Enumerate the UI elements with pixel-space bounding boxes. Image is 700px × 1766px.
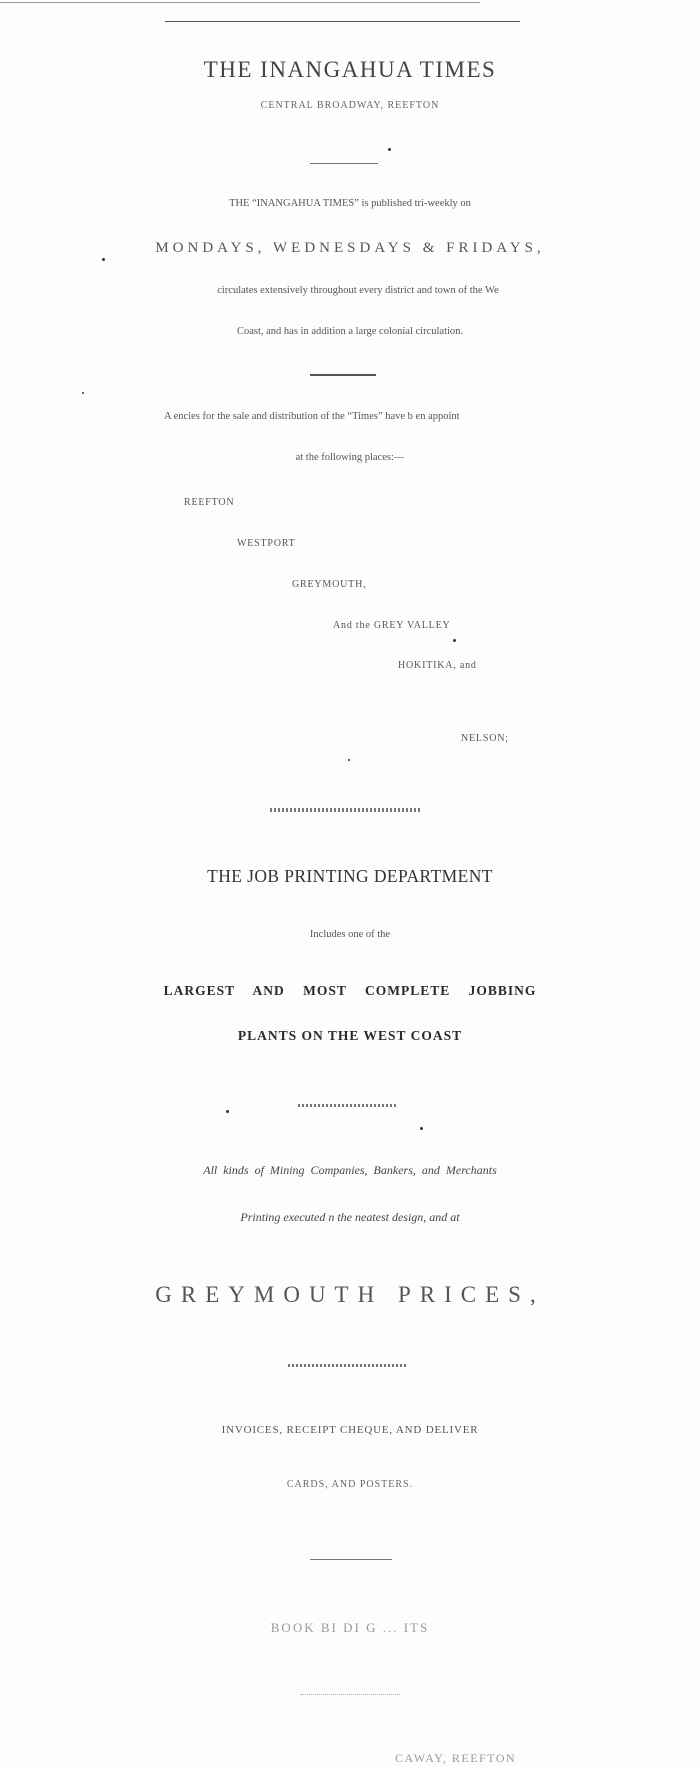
masthead-title: THE INANGAHUA TIMES (203, 57, 497, 82)
agencies-line-1: A encies for the sale and distribution of the “Times” have b en appoint (164, 411, 460, 422)
wavy-divider-2 (298, 1104, 398, 1107)
speck (102, 258, 105, 261)
publication-days: MONDAYS, WEDNESDAYS & FRIDAYS, (155, 240, 545, 256)
place-westport: WESTPORT (237, 538, 296, 549)
publication-line-1: THE “INANGAHUA TIMES” is published tri-weekly on (229, 198, 471, 209)
place-grey-valley: And the GREY VALLEY (333, 620, 451, 631)
wavy-divider-1 (270, 808, 422, 812)
bottom-address-line: CAWAY, REEFTON (395, 1751, 517, 1765)
place-hokitika: HOKITIKA, and (398, 660, 477, 671)
mining-line-1: All kinds of Mining Companies, Bankers, and Merchants (203, 1163, 497, 1177)
publication-line-3: Coast, and has in addition a large colonial circulation. (236, 326, 464, 337)
greymouth-prices: GREYMOUTH PRICES, (155, 1282, 545, 1307)
speck (226, 1110, 229, 1113)
ornament-divider-4 (310, 1559, 392, 1560)
masthead-top-rule (165, 21, 520, 22)
place-nelson: NELSON; (461, 733, 509, 744)
invoices-line-2: CARDS, AND POSTERS. (286, 1479, 414, 1490)
publication-line-2: circulates extensively throughout every district and town of the We (217, 285, 499, 296)
speck (388, 148, 391, 151)
mining-line-2: Printing executed n the neatest design, and at (240, 1210, 460, 1224)
speck (453, 639, 456, 642)
job-printing-includes: Includes one of the (309, 929, 391, 940)
agencies-line-2: at the following places:— (295, 452, 405, 463)
job-printing-heading: THE JOB PRINTING DEPARTMENT (207, 866, 493, 886)
wavy-divider-3 (288, 1364, 408, 1367)
book-binding-line: BOOK BI DI G ... ITS (270, 1620, 430, 1635)
ornament-divider-5 (300, 1694, 400, 1695)
masthead-address: CENTRAL BROADWAY, REEFTON (260, 100, 440, 111)
place-greymouth: GREYMOUTH, (292, 579, 367, 590)
speck (348, 759, 350, 761)
speck (82, 392, 84, 394)
job-printing-line-1: LARGEST AND MOST COMPLETE JOBBING (163, 983, 537, 998)
ornament-divider-1 (310, 163, 378, 164)
speck (420, 1127, 423, 1130)
top-page-edge-rule (0, 2, 480, 3)
job-printing-line-2: PLANTS ON THE WEST COAST (237, 1028, 463, 1043)
place-reefton: REEFTON (184, 497, 235, 508)
invoices-line-1: INVOICES, RECEIPT CHEQUE, AND DELIVER (221, 1424, 479, 1436)
ornament-divider-2 (310, 374, 376, 376)
